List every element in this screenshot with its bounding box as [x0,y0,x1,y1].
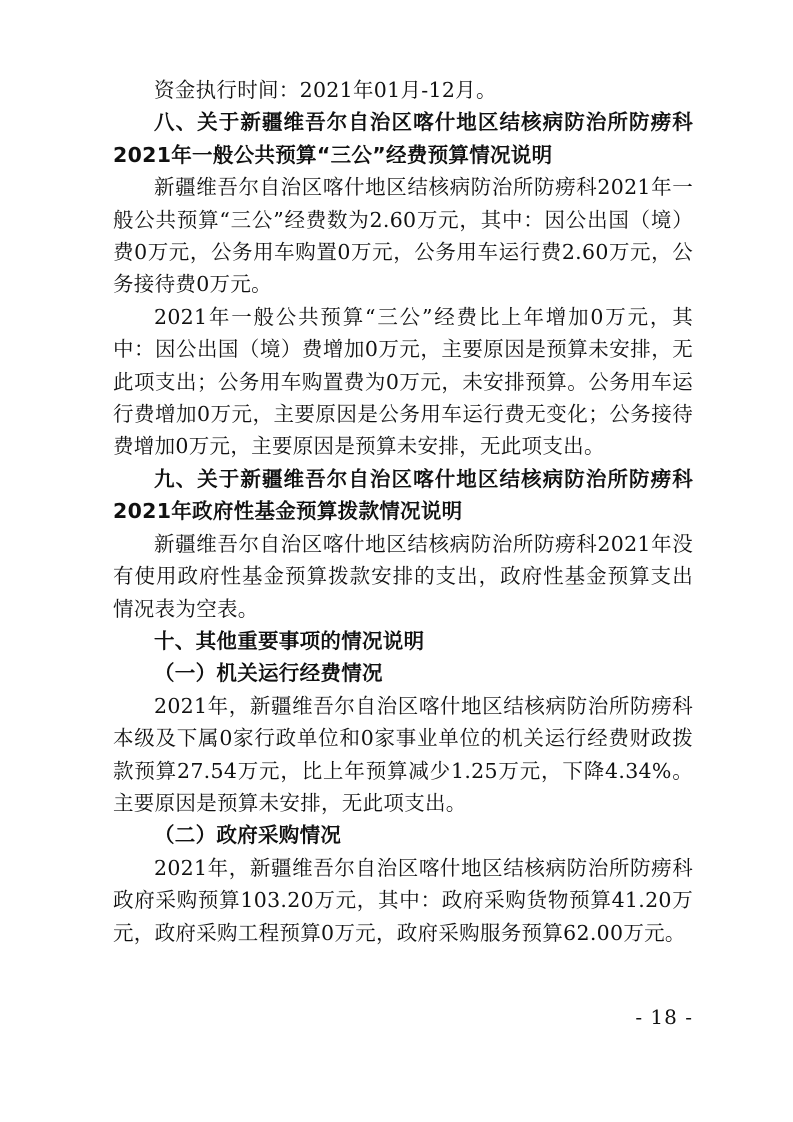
operating-expenses-subheading: （一）机关运行经费情况 [154,661,383,686]
page-number: - 18 - [635,1005,693,1029]
fund-period-paragraph: 资金执行时间：2021年01月-12月。 [154,78,497,102]
three-public-change-paragraph: 2021年一般公共预算“三公”经费比上年增加0万元，其中：因公出国（境）费增加0万元，主要原因是预算未安排，无此项支出；公务用车购置费为0万元，未安排预算。公务用车运行费增加0万元，主要原因是公务用车运行费无变化；公务接待费增加0万元，主要原因是预算未安排，无此项支出。 [113,304,693,459]
section-9-heading: 九、关于新疆维吾尔自治区喀什地区结核病防治所防痨科2021年政府性基金预算拨款情况说明 [113,466,693,524]
procurement-subheading: （二）政府采购情况 [154,823,342,848]
operating-expenses-paragraph: 2021年，新疆维吾尔自治区喀什地区结核病防治所防痨科本级及下属0家行政单位和0家事业单位的机关运行经费财政拨款预算27.54万元，比上年预算减少1.25万元，下降4.34%。主要原因是预算未安排，无此项支出。 [113,693,693,815]
government-fund-paragraph: 新疆维吾尔自治区喀什地区结核病防治所防痨科2021年没有使用政府性基金预算拨款安排的支出，政府性基金预算支出情况表为空表。 [113,531,693,621]
page-content [113,74,693,949]
procurement-paragraph: 2021年，新疆维吾尔自治区喀什地区结核病防治所防痨科政府采购预算103.20万元，其中：政府采购货物预算41.20万元，政府采购工程预算0万元，政府采购服务预算62.00万元。 [113,855,693,945]
section-10-heading: 十、其他重要事项的情况说明 [154,628,425,653]
section-8-heading: 八、关于新疆维吾尔自治区喀什地区结核病防治所防痨科2021年一般公共预算“三公”经费预算情况说明 [113,110,693,167]
three-public-expenses-paragraph: 新疆维吾尔自治区喀什地区结核病防治所防痨科2021年一般公共预算“三公”经费数为2.60万元，其中：因公出国（境）费0万元，公务用车购置0万元，公务用车运行费2.60万元，公务接待费0万元。 [113,175,693,297]
